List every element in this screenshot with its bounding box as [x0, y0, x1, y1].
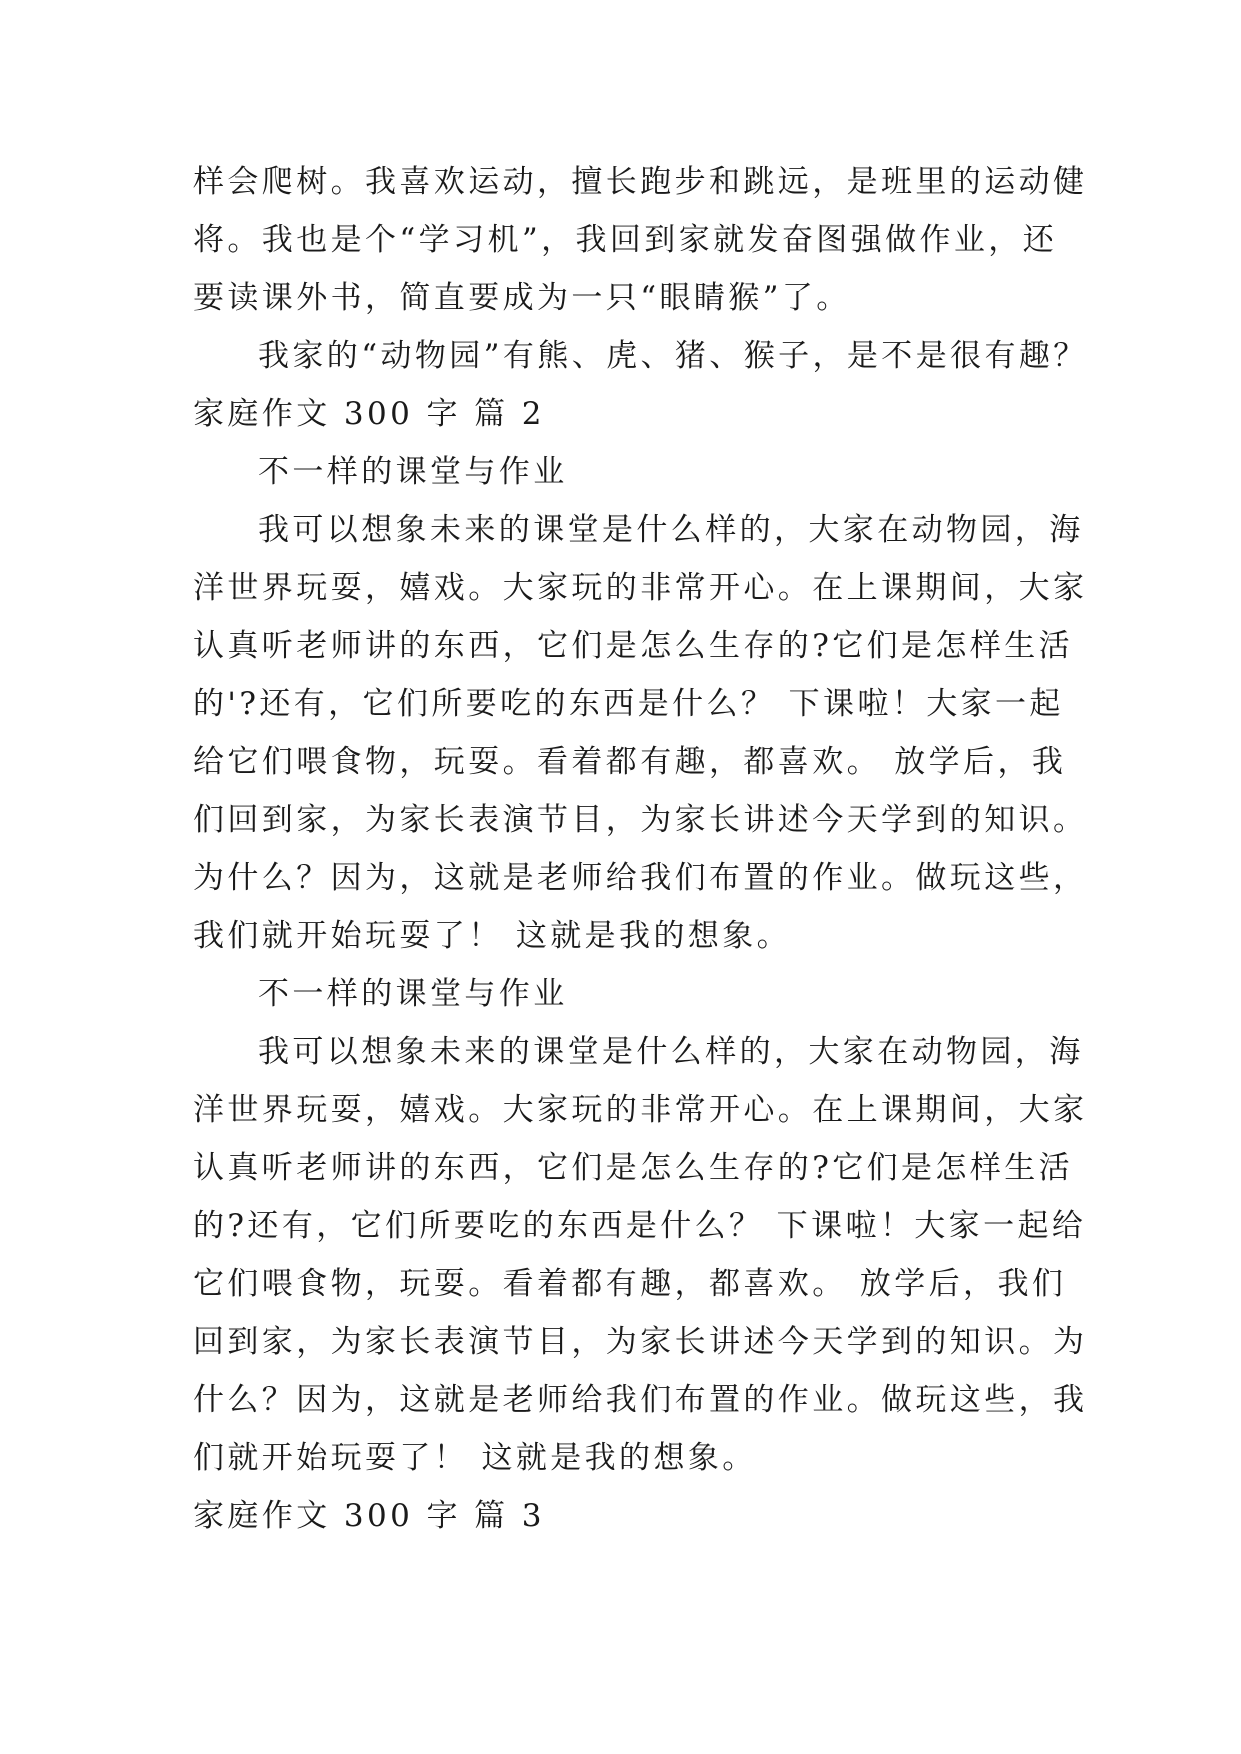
text-line: 认真听老师讲的东西，它们是怎么生存的?它们是怎样生活: [193, 1150, 1074, 1186]
text-line: 们回到家，为家长表演节目，为家长讲述今天学到的知识。: [193, 802, 1088, 838]
text-line: 它们喂食物，玩耍。看着都有趣，都喜欢。 放学后，我们: [193, 1266, 1067, 1302]
text-line: 回到家，为家长表演节目，为家长讲述今天学到的知识。为: [193, 1324, 1088, 1360]
text-line: 样会爬树。我喜欢运动，擅长跑步和跳远，是班里的运动健: [193, 164, 1088, 200]
essay-title: 不一样的课堂与作业: [258, 454, 568, 490]
paragraph-line-indented: 我可以想象未来的课堂是什么样的，大家在动物园，海: [258, 1034, 1084, 1070]
text-line: 认真听老师讲的东西，它们是怎么生存的?它们是怎样生活: [193, 628, 1074, 664]
text-line: 给它们喂食物，玩耍。看着都有趣，都喜欢。 放学后，我: [193, 744, 1067, 780]
essay-title: 不一样的课堂与作业: [258, 976, 568, 1012]
text-line: 洋世界玩耍，嬉戏。大家玩的非常开心。在上课期间，大家: [193, 1092, 1088, 1128]
section-heading: 家庭作文 300 字 篇 2: [193, 396, 545, 432]
text-line: 的'?还有，它们所要吃的东西是什么？ 下课啦！大家一起: [193, 686, 1064, 722]
text-line: 要读课外书，简直要成为一只“眼睛猴”了。: [193, 280, 851, 316]
paragraph-line-indented: 我可以想象未来的课堂是什么样的，大家在动物园，海: [258, 512, 1084, 548]
text-line: 为什么？因为，这就是老师给我们布置的作业。做玩这些，: [193, 860, 1088, 896]
text-line: 什么？因为，这就是老师给我们布置的作业。做玩这些，我: [193, 1382, 1088, 1418]
text-line: 的?还有，它们所要吃的东西是什么？ 下课啦！大家一起给: [193, 1208, 1087, 1244]
text-line: 将。我也是个“学习机”，我回到家就发奋图强做作业，还: [193, 222, 1058, 258]
text-line: 我们就开始玩耍了！ 这就是我的想象。: [193, 918, 792, 954]
text-line: 洋世界玩耍，嬉戏。大家玩的非常开心。在上课期间，大家: [193, 570, 1088, 606]
section-heading: 家庭作文 300 字 篇 3: [193, 1498, 545, 1534]
paragraph-line-indented: 我家的“动物园”有熊、虎、猪、猴子，是不是很有趣？: [258, 338, 1088, 374]
text-line: 们就开始玩耍了！ 这就是我的想象。: [193, 1440, 757, 1476]
